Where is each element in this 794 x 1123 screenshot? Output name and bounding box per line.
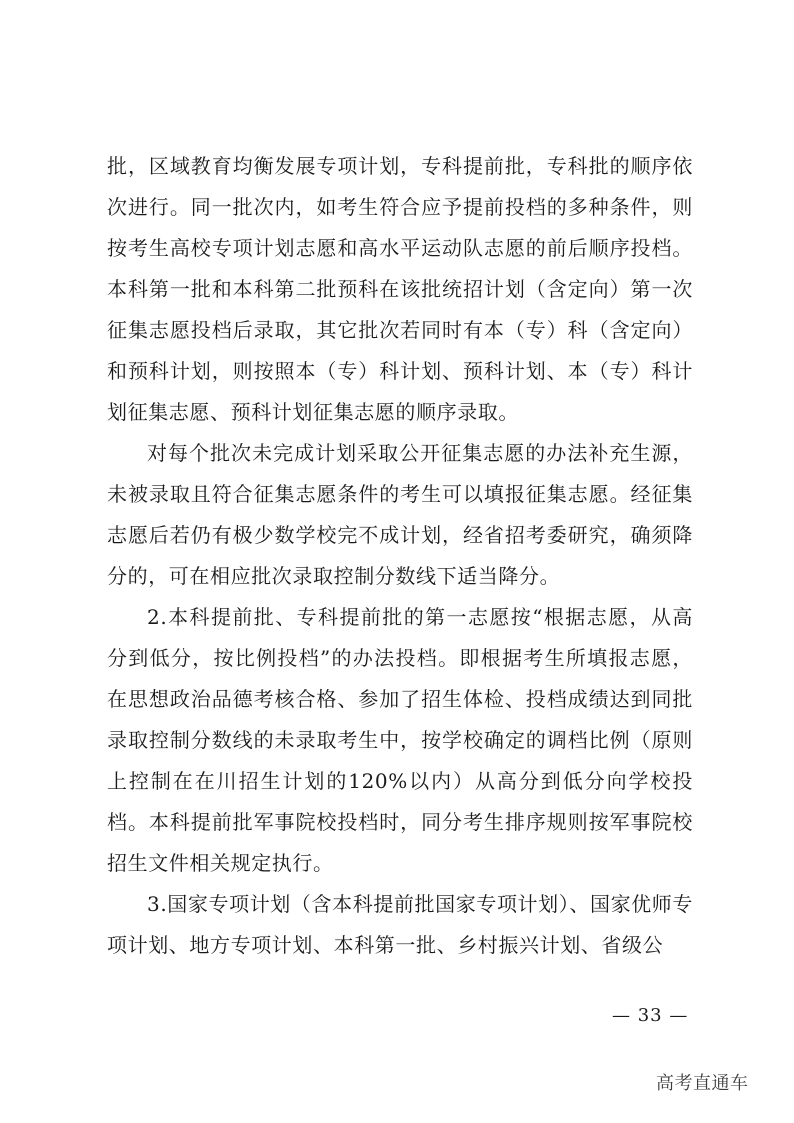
paragraph-item-3: 3.国家专项计划（含本科提前批国家专项计划）、国家优师专项计划、地方专项计划、本科第一批、乡村振兴计划、省级公 — [107, 892, 693, 957]
document-body — [107, 146, 693, 966]
page-number: — 33 — — [612, 1005, 689, 1026]
paragraph-continuation: 批，区域教育均衡发展专项计划，专科提前批，专科批的顺序依次进行。同一批次内，如考生符合应予提前投档的多种条件，则按考生高校专项计划志愿和高水平运动队志愿的前后顺序投档。本科第一批和本科第二批预科在该批统招计划（含定向）第一次征集志愿投档后录取，其它批次若同时有本（专）科（含定向）和预科计划，则按照本（专）科计划、预科计划、本（专）科计划征集志愿、预科计划征集志愿的顺序录取。 — [107, 154, 693, 424]
watermark: 高考直通车 — [656, 1073, 749, 1094]
paragraph-item-2: 2.本科提前批、专科提前批的第一志愿按“根据志愿，从高分到低分，按比例投档”的办法投档。即根据考生所填报志愿，在思想政治品德考核合格、参加了招生体检、投档成绩达到同批录取控制分数线的未录取考生中，按学校确定的调档比例（原则上控制在在川招生计划的120%以内）从高分到低分向学校投档。本科提前批军事院校投档时，同分考生排序规则按军事院校招生文件相关规定执行。 — [107, 605, 693, 875]
paragraph-solicitation: 对每个批次未完成计划采取公开征集志愿的办法补充生源，未被录取且符合征集志愿条件的考生可以填报征集志愿。经征集志愿后若仍有极少数学校完不成计划，经省招考委研究，确须降分的，可在相应批次录取控制分数线下适当降分。 — [107, 441, 693, 588]
